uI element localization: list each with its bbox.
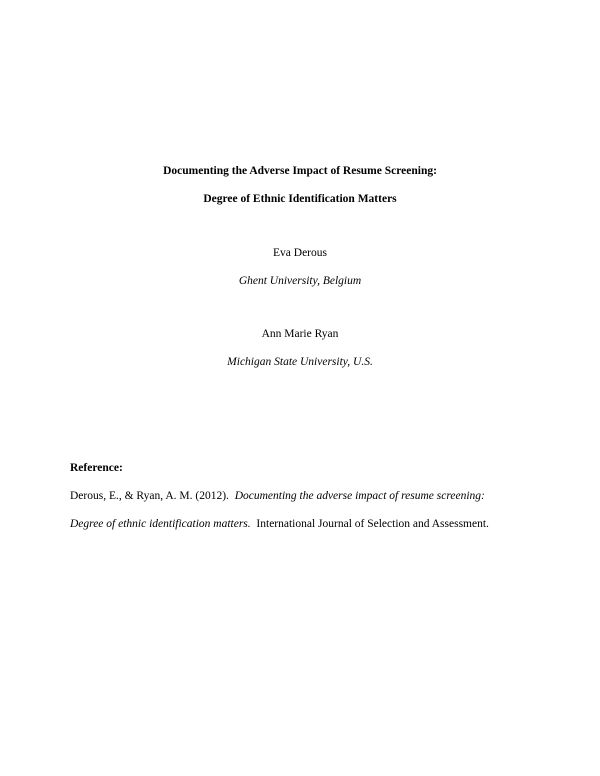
reference-authors-year: Derous, E., & Ryan, A. M. (2012). <box>70 490 229 502</box>
author-affiliation-2: Michigan State University, U.S. <box>227 356 373 368</box>
reference-line-1 <box>70 489 590 503</box>
reference-journal: International Journal of Selection and Assessment. <box>256 518 489 530</box>
reference-title-part-1: Documenting the adverse impact of resume screening: <box>234 490 485 502</box>
title-line-2: Degree of Ethnic Identification Matters <box>203 193 397 205</box>
reference-heading: Reference: <box>70 462 123 474</box>
reference-title-part-2: Degree of ethnic identification matters. <box>70 518 251 530</box>
author-name-2: Ann Marie Ryan <box>261 328 339 340</box>
author-name-1: Eva Derous <box>273 247 327 259</box>
reference-line-2 <box>70 517 590 531</box>
author-affiliation-1: Ghent University, Belgium <box>238 275 362 287</box>
title-line-1: Documenting the Adverse Impact of Resume Screening: <box>163 165 437 177</box>
